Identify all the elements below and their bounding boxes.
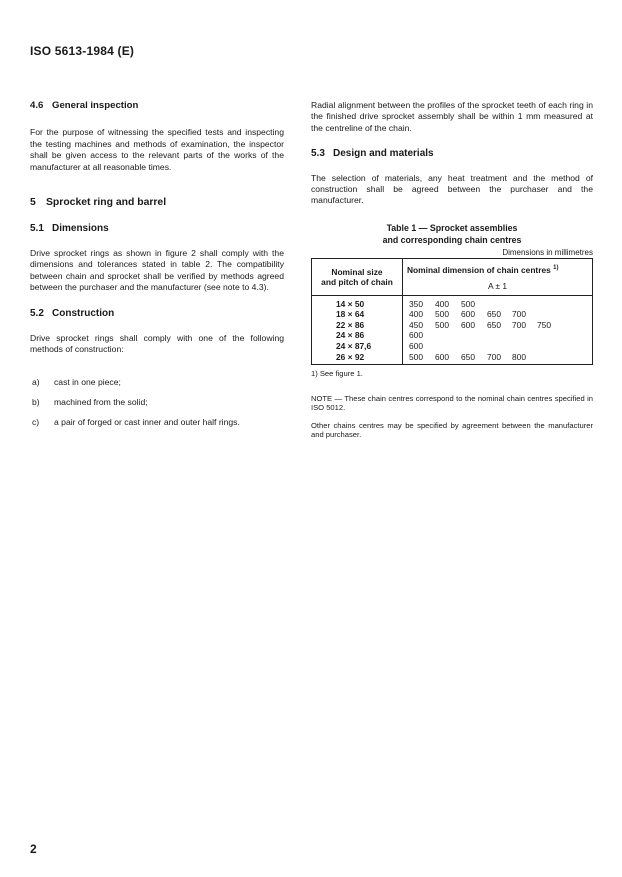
value: 600 (409, 330, 423, 341)
size-cell: 26 × 92 (312, 352, 403, 365)
value: 650 (461, 351, 475, 362)
section-number: 5 (30, 197, 36, 209)
size-cell: 24 × 87,6 (312, 341, 403, 352)
list-item (30, 417, 284, 428)
section-5-3-text: The selection of materials, any heat treatment and the method of construction shall be agreed between the purchaser and the manufacturer. (311, 172, 593, 206)
page-number: 2 (30, 842, 37, 856)
value: 500 (461, 298, 475, 309)
section-number: 5.3 (311, 148, 325, 160)
value: 650 (487, 309, 501, 320)
value: 700 (487, 351, 501, 362)
value: 800 (512, 351, 526, 362)
table-footnote: 1) See figure 1. (311, 369, 363, 379)
values-cell (403, 309, 593, 320)
value: 700 (512, 309, 526, 320)
size-cell: 24 × 86 (312, 330, 403, 341)
note-other-chains: Other chains centres may be specified by agreement between the manufacturer and purchaser. (311, 420, 593, 440)
section-5-1-heading (30, 223, 284, 234)
table-row (312, 330, 593, 341)
table-title-line-2: and corresponding chain centres (382, 234, 522, 245)
header-line: Nominal size (331, 266, 383, 277)
size-cell: 14 × 50 (312, 295, 403, 309)
section-title: General inspection (52, 100, 139, 111)
value: 600 (461, 319, 475, 330)
footnote-ref: 1) (553, 264, 559, 271)
table-row (312, 352, 593, 365)
section-title: Sprocket ring and barrel (46, 197, 167, 209)
section-number: 5.1 (30, 223, 44, 235)
value: 400 (435, 298, 449, 309)
value: 350 (409, 298, 423, 309)
values-cell (403, 330, 593, 341)
tolerance-cell: A ± 1 (403, 279, 593, 295)
section-5-heading (30, 197, 284, 208)
value: 700 (512, 319, 526, 330)
table-title-line-1: Table 1 — Sprocket assemblies (386, 222, 518, 233)
section-4-6-text: For the purpose of witnessing the specified tests and inspecting the testing machines and methods of examination, the inspector shall be given access to the relevant parts of the works of the manufacturer at all reasonable times. (30, 127, 284, 172)
section-4-6-heading (30, 100, 284, 111)
list-marker: c) (32, 416, 40, 427)
value: 500 (435, 309, 449, 320)
values-cell (403, 352, 593, 365)
radial-alignment-text: Radial alignment between the profiles of the sprocket teeth of each ring in the finished drive sprocket assembly shall be within 1 mm measured at the centreline of the chain. (311, 100, 593, 133)
value: 500 (435, 319, 449, 330)
left-column (30, 100, 284, 437)
list-marker: a) (32, 376, 40, 387)
list-marker: b) (32, 396, 40, 407)
values-cell (403, 320, 593, 331)
sprocket-table (311, 258, 593, 365)
value: 600 (461, 309, 475, 320)
section-5-2-heading (30, 308, 284, 319)
section-5-3-heading (311, 148, 593, 159)
header-chain-centres (403, 259, 593, 280)
table-row (312, 341, 593, 352)
header-line: and pitch of chain (321, 276, 393, 287)
right-column (311, 100, 593, 440)
table-row (312, 320, 593, 331)
section-number: 5.2 (30, 308, 44, 320)
section-5-2-text: Drive sprocket rings shall comply with one of the following methods of construction: (30, 332, 284, 355)
table-header-row (312, 259, 593, 280)
note-chain-centres: NOTE — These chain centres correspond to the nominal chain centres specified in ISO 5012. (311, 393, 593, 413)
section-number: 4.6 (30, 100, 44, 111)
value: 600 (409, 341, 423, 352)
list-item (30, 377, 284, 388)
values-cell (403, 341, 593, 352)
value: 500 (409, 351, 423, 362)
construction-list (30, 377, 284, 428)
table-1 (311, 222, 593, 380)
list-item (30, 397, 284, 408)
section-title: Dimensions (52, 223, 109, 235)
document-id: ISO 5613-1984 (E) (30, 44, 135, 58)
section-5-1-text: Drive sprocket rings as shown in figure 2 shall comply with the dimensions and tolerances stated in table 2. The compatibility between chain and sprocket shall be verified by methods agreed between the purchaser and the manufacturer (see note to 4.3). (30, 247, 284, 293)
list-text: a pair of forged or cast inner and outer half rings. (54, 416, 240, 427)
section-title: Design and materials (333, 148, 434, 160)
section-title: Construction (52, 308, 115, 320)
table-row (312, 295, 593, 309)
header-text: Nominal dimension of chain centres (407, 264, 551, 275)
value: 450 (409, 319, 423, 330)
header-nominal-size (312, 259, 403, 295)
size-cell: 18 × 64 (312, 309, 403, 320)
value: 400 (409, 309, 423, 320)
list-text: machined from the solid; (54, 396, 148, 407)
values-cell (403, 295, 593, 309)
value: 750 (537, 319, 551, 330)
table-row (312, 309, 593, 320)
value: 650 (487, 319, 501, 330)
list-text: cast in one piece; (54, 376, 121, 387)
value: 600 (435, 351, 449, 362)
size-cell: 22 × 86 (312, 320, 403, 331)
dimensions-note: Dimensions in millimetres (502, 247, 593, 257)
